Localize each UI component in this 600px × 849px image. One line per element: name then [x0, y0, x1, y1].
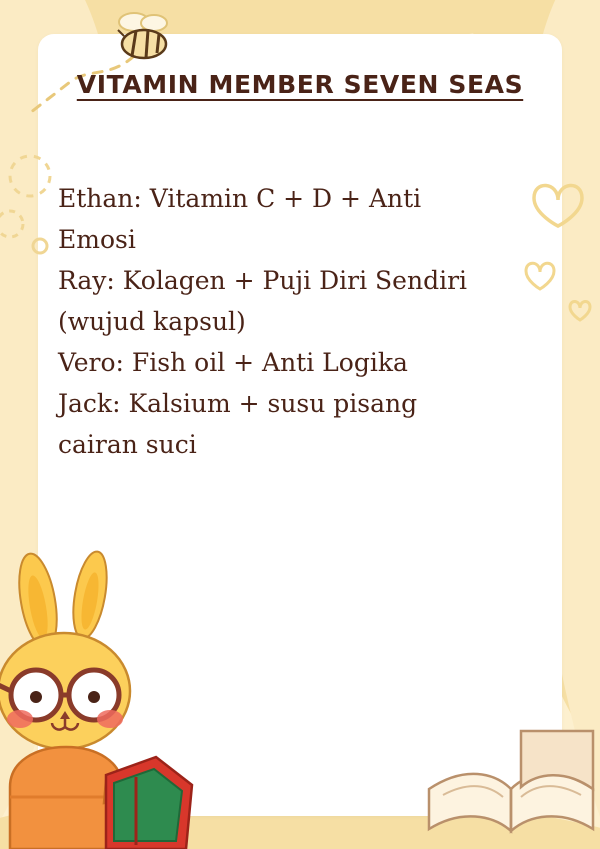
reading-bunny-illustration — [0, 549, 216, 849]
body-line: Ray: Kolagen + Puji Diri Sendiri — [58, 266, 468, 295]
body-line: Jack: Kalsium + susu pisang — [58, 389, 418, 418]
bee-icon — [108, 8, 178, 68]
body-line: Vero: Fish oil + Anti Logika — [58, 348, 408, 377]
poster-body-text — [58, 178, 488, 465]
body-line: cairan suci — [58, 430, 197, 459]
body-line: Ethan: Vitamin C + D + Anti Emosi — [58, 184, 430, 254]
page-title: VITAMIN MEMBER SEVEN SEAS — [76, 70, 524, 99]
body-line: (wujud kapsul) — [58, 307, 246, 336]
heart-outline-icon — [518, 160, 598, 330]
open-book-illustration — [425, 669, 600, 839]
doodle-circles-icon — [0, 150, 60, 260]
